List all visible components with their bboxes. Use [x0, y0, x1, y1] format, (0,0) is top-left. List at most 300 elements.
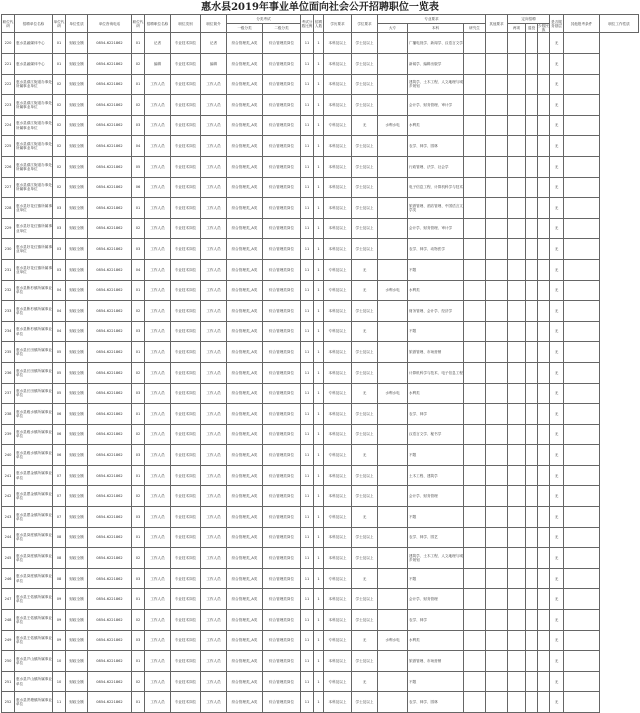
- cell-c2: 综合管理类岗位: [263, 630, 301, 651]
- cell-dazhuan: [378, 33, 408, 54]
- cell-other: [486, 156, 508, 177]
- cell-c2: 综合管理类岗位: [263, 445, 301, 466]
- cell-dazhuan: [378, 74, 408, 95]
- cell-nature: 财政全额: [66, 527, 88, 548]
- cell-major: 旅游管理、市场营销: [408, 651, 464, 672]
- page-title: 惠水县2019年事业单位面向社会公开招聘职位一览表: [201, 2, 439, 13]
- cell-code: 240: [2, 445, 15, 466]
- cell-brief: 工作人员: [201, 507, 227, 528]
- cell-num: 1: [314, 280, 324, 301]
- cell-c2: 综合管理类岗位: [263, 301, 301, 322]
- cell-nature: 财政全额: [66, 445, 88, 466]
- cell-pcode: 03: [132, 445, 145, 466]
- cell-c1: 综合管理类_A类: [227, 115, 263, 136]
- cell-edu: 本科及以上: [324, 198, 352, 219]
- cell-edu: 本科及以上: [324, 74, 352, 95]
- cell-num: 1: [314, 301, 324, 322]
- cell-deg: 无: [352, 507, 378, 528]
- cell-d1: [508, 177, 526, 198]
- cell-deg: 学士及以上: [352, 424, 378, 445]
- cell-yjs: [464, 527, 486, 548]
- cell-edu: 本科及以上: [324, 692, 352, 713]
- cell-c2: 综合管理类岗位: [263, 692, 301, 713]
- cell-c2: 综合管理类岗位: [263, 486, 301, 507]
- cell-other: [486, 301, 508, 322]
- cell-ratio: 11: [301, 589, 314, 610]
- table-row: [2, 404, 639, 425]
- cell-yjs: [464, 280, 486, 301]
- cell-d1: [508, 671, 526, 692]
- cell-d3: [538, 362, 550, 383]
- cell-ucode: 03: [53, 259, 66, 280]
- cell-base: 无: [550, 198, 564, 219]
- cell-pcode: 02: [132, 54, 145, 75]
- cell-base: 无: [550, 301, 564, 322]
- cell-extra: [564, 280, 600, 301]
- cell-brief: 工作人员: [201, 239, 227, 260]
- cell-other: [486, 651, 508, 672]
- cell-d2: [526, 651, 538, 672]
- cell-ratio: 11: [301, 671, 314, 692]
- cell-base: 无: [550, 177, 564, 198]
- cell-cat: 专业技术岗位: [171, 259, 201, 280]
- cell-phone: 0854-6221862: [88, 548, 132, 569]
- column-subheader: 少数民族: [538, 24, 549, 33]
- cell-d2: [526, 115, 538, 136]
- cell-num: 1: [314, 321, 324, 342]
- cell-major: 旅游管理、市场营销: [408, 342, 464, 363]
- cell-edu: 本科及以上: [324, 156, 352, 177]
- cell-deg: 无: [352, 259, 378, 280]
- cell-nature: 财政全额: [66, 259, 88, 280]
- cell-ucode: 02: [53, 177, 66, 198]
- column-header: 招聘职位名称: [145, 15, 171, 33]
- cell-pos: 工作人员: [145, 136, 171, 157]
- cell-deg: 学士及以上: [352, 74, 378, 95]
- cell-edu: 本科及以上: [324, 362, 352, 383]
- cell-code: 228: [2, 198, 15, 219]
- cell-base: 无: [550, 342, 564, 363]
- cell-code: 245: [2, 548, 15, 569]
- cell-d3: [538, 239, 550, 260]
- cell-major: 不限: [408, 671, 464, 692]
- cell-num: 1: [314, 651, 324, 672]
- cell-cat: 专业技术岗位: [171, 692, 201, 713]
- cell-dazhuan: 水利水电: [378, 630, 408, 651]
- cell-dazhuan: [378, 671, 408, 692]
- cell-base: 无: [550, 589, 564, 610]
- cell-phone: 0854-6221862: [88, 610, 132, 631]
- cell-phone: 0854-6221862: [88, 424, 132, 445]
- cell-nature: 财政全额: [66, 507, 88, 528]
- cell-brief: 工作人员: [201, 568, 227, 589]
- table-row: [2, 692, 639, 713]
- cell-base: 无: [550, 280, 564, 301]
- cell-other: [486, 671, 508, 692]
- cell-nature: 财政全额: [66, 321, 88, 342]
- cell-edu: 本科及以上: [324, 465, 352, 486]
- cell-base: 无: [550, 527, 564, 548]
- table-row: [2, 33, 639, 54]
- cell-pcode: 02: [132, 301, 145, 322]
- cell-c2: 综合管理类岗位: [263, 548, 301, 569]
- cell-other: [486, 74, 508, 95]
- cell-base: 无: [550, 218, 564, 239]
- cell-brief: 工作人员: [201, 156, 227, 177]
- cell-phone: 0854-6221862: [88, 156, 132, 177]
- cell-pos: 工作人员: [145, 465, 171, 486]
- cell-brief: 工作人员: [201, 115, 227, 136]
- cell-nature: 财政全额: [66, 589, 88, 610]
- cell-yjs: [464, 342, 486, 363]
- cell-unit: 惠水县好花红镇所属事业单位: [15, 239, 53, 260]
- cell-d3: [538, 156, 550, 177]
- cell-deg: 学士及以上: [352, 692, 378, 713]
- cell-d3: [538, 218, 550, 239]
- cell-d1: [508, 54, 526, 75]
- cell-c1: 综合管理类_A类: [227, 568, 263, 589]
- cell-yjs: [464, 651, 486, 672]
- cell-base: 无: [550, 321, 564, 342]
- cell-code: 247: [2, 589, 15, 610]
- cell-edu: 本科及以上: [324, 301, 352, 322]
- cell-d2: [526, 198, 538, 219]
- cell-c1: 综合管理类_A类: [227, 671, 263, 692]
- cell-ucode: 09: [53, 610, 66, 631]
- cell-extra: [564, 424, 600, 445]
- cell-phone: 0854-6221862: [88, 362, 132, 383]
- cell-unit: 惠水县摆金镇所属事业单位: [15, 486, 53, 507]
- cell-base: 无: [550, 548, 564, 569]
- cell-yjs: [464, 74, 486, 95]
- cell-c2: 综合管理类岗位: [263, 198, 301, 219]
- cell-code: 223: [2, 95, 15, 116]
- cell-pos: 工作人员: [145, 177, 171, 198]
- cell-code: 242: [2, 486, 15, 507]
- cell-dazhuan: [378, 321, 408, 342]
- cell-ratio: 11: [301, 115, 314, 136]
- cell-d2: [526, 301, 538, 322]
- cell-ratio: 11: [301, 568, 314, 589]
- cell-dazhuan: [378, 486, 408, 507]
- cell-unit: 惠水县岗度镇所属事业单位: [15, 527, 53, 548]
- cell-code: 241: [2, 465, 15, 486]
- cell-major: 不限: [408, 259, 464, 280]
- cell-pos: 工作人员: [145, 74, 171, 95]
- cell-num: 1: [314, 239, 324, 260]
- cell-c2: 综合管理类岗位: [263, 156, 301, 177]
- cell-brief: 工作人员: [201, 610, 227, 631]
- cell-d2: [526, 424, 538, 445]
- cell-unit: 惠水县雅水镇所属事业单位: [15, 404, 53, 425]
- cell-extra: [564, 136, 600, 157]
- cell-cat: 专业技术岗位: [171, 404, 201, 425]
- cell-unit: 惠水县王佑镇所属事业单位: [15, 610, 53, 631]
- cell-pcode: 02: [132, 218, 145, 239]
- cell-ratio: 11: [301, 301, 314, 322]
- cell-cat: 专业技术岗位: [171, 198, 201, 219]
- cell-c1: 综合管理类_A类: [227, 424, 263, 445]
- cell-unit: 惠水县濛江街道办事处所属事业单位: [15, 115, 53, 136]
- cell-dazhuan: [378, 445, 408, 466]
- cell-phone: 0854-6221862: [88, 527, 132, 548]
- column-header: 定向招聘: [508, 15, 550, 24]
- cell-nature: 财政全额: [66, 465, 88, 486]
- cell-ratio: 11: [301, 156, 314, 177]
- cell-yjs: [464, 630, 486, 651]
- table-row: [2, 527, 639, 548]
- cell-dazhuan: [378, 362, 408, 383]
- cell-cat: 专业技术岗位: [171, 589, 201, 610]
- cell-major: 建筑学、土木工程、人文地理与城乡规划: [408, 74, 464, 95]
- cell-d1: [508, 321, 526, 342]
- cell-nature: 财政全额: [66, 383, 88, 404]
- cell-extra: [564, 651, 600, 672]
- cell-ratio: 11: [301, 548, 314, 569]
- cell-code: 246: [2, 568, 15, 589]
- cell-other: [486, 54, 508, 75]
- cell-num: 1: [314, 568, 324, 589]
- cell-extra: [564, 486, 600, 507]
- cell-brief: 工作人员: [201, 218, 227, 239]
- cell-code: 244: [2, 527, 15, 548]
- cell-phone: 0854-6221862: [88, 198, 132, 219]
- cell-pcode: 02: [132, 486, 145, 507]
- cell-pcode: 01: [132, 404, 145, 425]
- cell-major: 水利类: [408, 280, 464, 301]
- table-row: [2, 342, 639, 363]
- cell-cat: 专业技术岗位: [171, 74, 201, 95]
- cell-phone: 0854-6221862: [88, 95, 132, 116]
- cell-nature: 财政全额: [66, 54, 88, 75]
- cell-nature: 财政全额: [66, 198, 88, 219]
- cell-dazhuan: [378, 651, 408, 672]
- cell-d3: [538, 321, 550, 342]
- cell-c2: 综合管理类岗位: [263, 671, 301, 692]
- cell-ratio: 11: [301, 362, 314, 383]
- cell-d2: [526, 177, 538, 198]
- cell-ucode: 07: [53, 507, 66, 528]
- cell-cat: 专业技术岗位: [171, 239, 201, 260]
- cell-dazhuan: [378, 177, 408, 198]
- cell-c2: 综合管理类岗位: [263, 95, 301, 116]
- cell-unit: 惠水县芦山镇所属事业单位: [15, 671, 53, 692]
- table-row: [2, 671, 639, 692]
- cell-phone: 0854-6221862: [88, 445, 132, 466]
- cell-ucode: 09: [53, 630, 66, 651]
- cell-ratio: 11: [301, 259, 314, 280]
- cell-yjs: [464, 507, 486, 528]
- cell-ratio: 11: [301, 218, 314, 239]
- cell-other: [486, 424, 508, 445]
- cell-other: [486, 486, 508, 507]
- cell-major: 旅游管理、酒店管理、中国语言文学类: [408, 198, 464, 219]
- cell-c1: 综合管理类_A类: [227, 198, 263, 219]
- cell-phone: 0854-6221862: [88, 136, 132, 157]
- cell-yjs: [464, 259, 486, 280]
- cell-phone: 0854-6221862: [88, 342, 132, 363]
- cell-other: [486, 445, 508, 466]
- cell-code: 232: [2, 280, 15, 301]
- cell-deg: 学士及以上: [352, 404, 378, 425]
- cell-d2: [526, 156, 538, 177]
- cell-cat: 专业技术岗位: [171, 548, 201, 569]
- cell-ucode: 05: [53, 362, 66, 383]
- cell-num: 1: [314, 156, 324, 177]
- cell-pos: 工作人员: [145, 507, 171, 528]
- cell-edu: 本科及以上: [324, 136, 352, 157]
- cell-major: 农学、林学: [408, 404, 464, 425]
- column-subheader: 研究生: [464, 24, 486, 33]
- cell-nature: 财政全额: [66, 156, 88, 177]
- cell-other: [486, 33, 508, 54]
- cell-d3: [538, 486, 550, 507]
- cell-code: 226: [2, 156, 15, 177]
- cell-deg: 学士及以上: [352, 239, 378, 260]
- cell-other: [486, 177, 508, 198]
- cell-d1: [508, 527, 526, 548]
- cell-edu: 专科及以上: [324, 321, 352, 342]
- cell-num: 1: [314, 465, 324, 486]
- cell-d1: [508, 465, 526, 486]
- cell-unit: 惠水县长田镇所属事业单位: [15, 383, 53, 404]
- cell-base: 无: [550, 445, 564, 466]
- cell-d2: [526, 465, 538, 486]
- cell-d3: [538, 54, 550, 75]
- cell-d1: [508, 507, 526, 528]
- cell-d2: [526, 74, 538, 95]
- cell-dazhuan: 水利水电: [378, 115, 408, 136]
- cell-brief: 编辑: [201, 54, 227, 75]
- cell-phone: 0854-6221862: [88, 33, 132, 54]
- cell-pcode: 01: [132, 74, 145, 95]
- cell-edu: 专科及以上: [324, 630, 352, 651]
- cell-phone: 0854-6221862: [88, 486, 132, 507]
- table-row: [2, 507, 639, 528]
- cell-base: 无: [550, 115, 564, 136]
- cell-cat: 专业技术岗位: [171, 527, 201, 548]
- cell-num: 1: [314, 445, 324, 466]
- cell-cat: 专业技术岗位: [171, 362, 201, 383]
- cell-d2: [526, 527, 538, 548]
- cell-phone: 0854-6221862: [88, 321, 132, 342]
- cell-dazhuan: [378, 198, 408, 219]
- cell-deg: 学士及以上: [352, 156, 378, 177]
- cell-extra: [564, 33, 600, 54]
- cell-extra: [564, 301, 600, 322]
- cell-extra: [564, 527, 600, 548]
- cell-base: 无: [550, 136, 564, 157]
- cell-base: 无: [550, 507, 564, 528]
- cell-pcode: 03: [132, 630, 145, 651]
- cell-d2: [526, 692, 538, 713]
- cell-phone: 0854-6221862: [88, 54, 132, 75]
- cell-c2: 综合管理类岗位: [263, 239, 301, 260]
- cell-d3: [538, 74, 550, 95]
- cell-cat: 专业技术岗位: [171, 115, 201, 136]
- cell-brief: 工作人员: [201, 301, 227, 322]
- cell-d2: [526, 95, 538, 116]
- cell-code: 221: [2, 54, 15, 75]
- cell-num: 1: [314, 95, 324, 116]
- cell-yjs: [464, 548, 486, 569]
- cell-phone: 0854-6221862: [88, 383, 132, 404]
- cell-nature: 财政全额: [66, 136, 88, 157]
- cell-major: 建筑学、土木工程、人文地理与城乡规划: [408, 548, 464, 569]
- cell-brief: 工作人员: [201, 362, 227, 383]
- cell-num: 1: [314, 259, 324, 280]
- cell-d2: [526, 568, 538, 589]
- cell-yjs: [464, 610, 486, 631]
- cell-phone: 0854-6221862: [88, 74, 132, 95]
- cell-pos: 工作人员: [145, 362, 171, 383]
- cell-pcode: 02: [132, 548, 145, 569]
- cell-c1: 综合管理类_A类: [227, 280, 263, 301]
- cell-base: 无: [550, 33, 564, 54]
- cell-edu: 专科及以上: [324, 383, 352, 404]
- cell-extra: [564, 239, 600, 260]
- cell-d2: [526, 362, 538, 383]
- cell-other: [486, 610, 508, 631]
- cell-brief: 工作人员: [201, 95, 227, 116]
- cell-c1: 综合管理类_A类: [227, 589, 263, 610]
- cell-cat: 专业技术岗位: [171, 280, 201, 301]
- cell-c2: 综合管理类岗位: [263, 610, 301, 631]
- table-header: [2, 15, 639, 33]
- cell-unit: 惠水县断杉镇所属事业单位: [15, 280, 53, 301]
- cell-major: 土木工程、建筑学: [408, 465, 464, 486]
- cell-code: 252: [2, 692, 15, 713]
- cell-num: 1: [314, 33, 324, 54]
- cell-pos: 工作人员: [145, 156, 171, 177]
- cell-deg: 学士及以上: [352, 610, 378, 631]
- cell-ucode: 08: [53, 527, 66, 548]
- cell-ucode: 06: [53, 424, 66, 445]
- cell-other: [486, 507, 508, 528]
- cell-ucode: 10: [53, 671, 66, 692]
- cell-pos: 记者: [145, 33, 171, 54]
- cell-c1: 综合管理类_A类: [227, 651, 263, 672]
- cell-d3: [538, 445, 550, 466]
- cell-other: [486, 362, 508, 383]
- cell-num: 1: [314, 589, 324, 610]
- cell-phone: 0854-6221862: [88, 115, 132, 136]
- cell-unit: 惠水县摆金镇所属事业单位: [15, 507, 53, 528]
- cell-brief: 工作人员: [201, 383, 227, 404]
- cell-nature: 财政全额: [66, 95, 88, 116]
- cell-ucode: 11: [53, 692, 66, 713]
- cell-unit: 惠水县雅水镇所属事业单位: [15, 424, 53, 445]
- cell-major: 汉语言文学、秘书学: [408, 424, 464, 445]
- cell-dazhuan: [378, 136, 408, 157]
- cell-ratio: 11: [301, 630, 314, 651]
- cell-ucode: 07: [53, 465, 66, 486]
- cell-dazhuan: [378, 610, 408, 631]
- cell-edu: 专科及以上: [324, 568, 352, 589]
- cell-pcode: 01: [132, 280, 145, 301]
- cell-pcode: 03: [132, 115, 145, 136]
- cell-ratio: 11: [301, 239, 314, 260]
- table-row: [2, 568, 639, 589]
- cell-d3: [538, 424, 550, 445]
- cell-extra: [564, 383, 600, 404]
- cell-d1: [508, 136, 526, 157]
- cell-major: 农学、林学、园艺: [408, 527, 464, 548]
- cell-d2: [526, 610, 538, 631]
- cell-yjs: [464, 177, 486, 198]
- table-row: [2, 280, 639, 301]
- cell-extra: [564, 177, 600, 198]
